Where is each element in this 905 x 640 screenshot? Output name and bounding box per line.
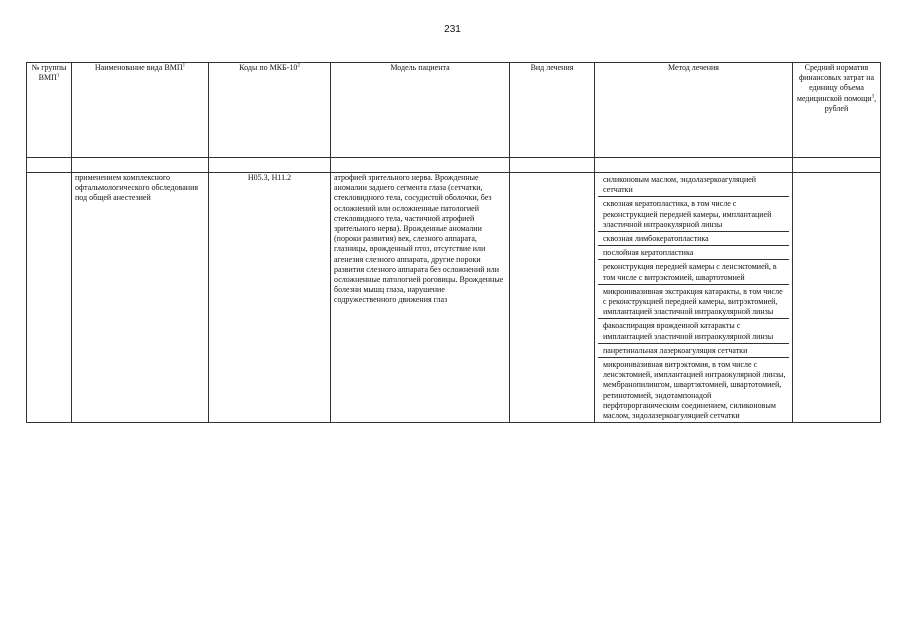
cell-group	[27, 173, 72, 423]
method-item: послойная кератопластика	[598, 246, 789, 260]
method-item: микроинвазивная витрэктомия, в том числе с ленсэктомией, имплантацией интраокулярной линзы, мембранопилингом, швартэктомией, швартотомией, ретинотомией, эндотампонадой перфторорганическим соединением, силиконовым маслом, эндолазеркоагуляцией сетчатки	[603, 360, 786, 421]
method-item: факоаспирация врожденной катаракты с имплантацией эластичной интраокулярной линзы	[598, 319, 789, 343]
method-item: микроинвазивная экстракция катаракты, в том числе с реконструкцией передней камеры, витрэктомией, имплантацией эластичной интраокулярной линзы	[598, 285, 789, 320]
col-header-cost: Средний норматив финансовых затрат на единицу объема медицинской помощи$^3$, рублей	[793, 63, 881, 158]
cell-treatment	[510, 173, 595, 423]
col-header-model: Модель пациента	[331, 63, 510, 158]
table-row	[27, 173, 881, 423]
method-item: сквозная кератопластика, в том числе с реконструкцией передней камеры, имплантацией эластичной интраокулярной линзы	[598, 197, 789, 232]
col-header-treatment: Вид лечения	[510, 63, 595, 158]
cell-cost	[793, 173, 881, 423]
method-item: панретинальная лазеркоагуляция сетчатки	[598, 344, 789, 358]
cell-codes: H05.3, H11.2	[209, 173, 331, 423]
cell-name: применением комплексного офтальмологического обследования под общей анестезией	[72, 173, 209, 423]
cell-model: атрофией зрительного нерва. Врожденные аномалии заднего сегмента глаза (сетчатки, стекловидного тела, сосудистой оболочки, без осложнений или осложненные патологией стекловидного тела, частичной атрофией зрительного нерва). Врожденные аномалии (пороки развития) век, слезного аппарата, глазницы, врожденный птоз, отсутствие или агенезия слезного аппарата, другие пороки развития слезного аппарата без осложнений или осложненные патологией роговицы. Врожденные болезни мышц глаза, нарушение содружественного движения глаз	[331, 173, 510, 423]
method-item: сквозная лимбокератопластика	[598, 232, 789, 246]
method-item: силиконовым маслом, эндолазеркоагуляцией сетчатки	[598, 173, 789, 197]
col-header-group: № группы ВМП$^1$	[27, 63, 72, 158]
vmp-table	[26, 62, 881, 423]
spacer-row	[27, 158, 881, 173]
col-header-codes: Коды по МКБ-$10^2$	[209, 63, 331, 158]
col-header-method: Метод лечения	[595, 63, 793, 158]
cell-methods	[595, 173, 793, 423]
col-header-name: Наименование вида ВМП$^1$	[72, 63, 209, 158]
method-item: реконструкция передней камеры с ленсэктомией, в том числе с витрэктомией, швартотомией	[598, 260, 789, 284]
page-number: 231	[444, 24, 461, 35]
header-row	[27, 63, 881, 158]
